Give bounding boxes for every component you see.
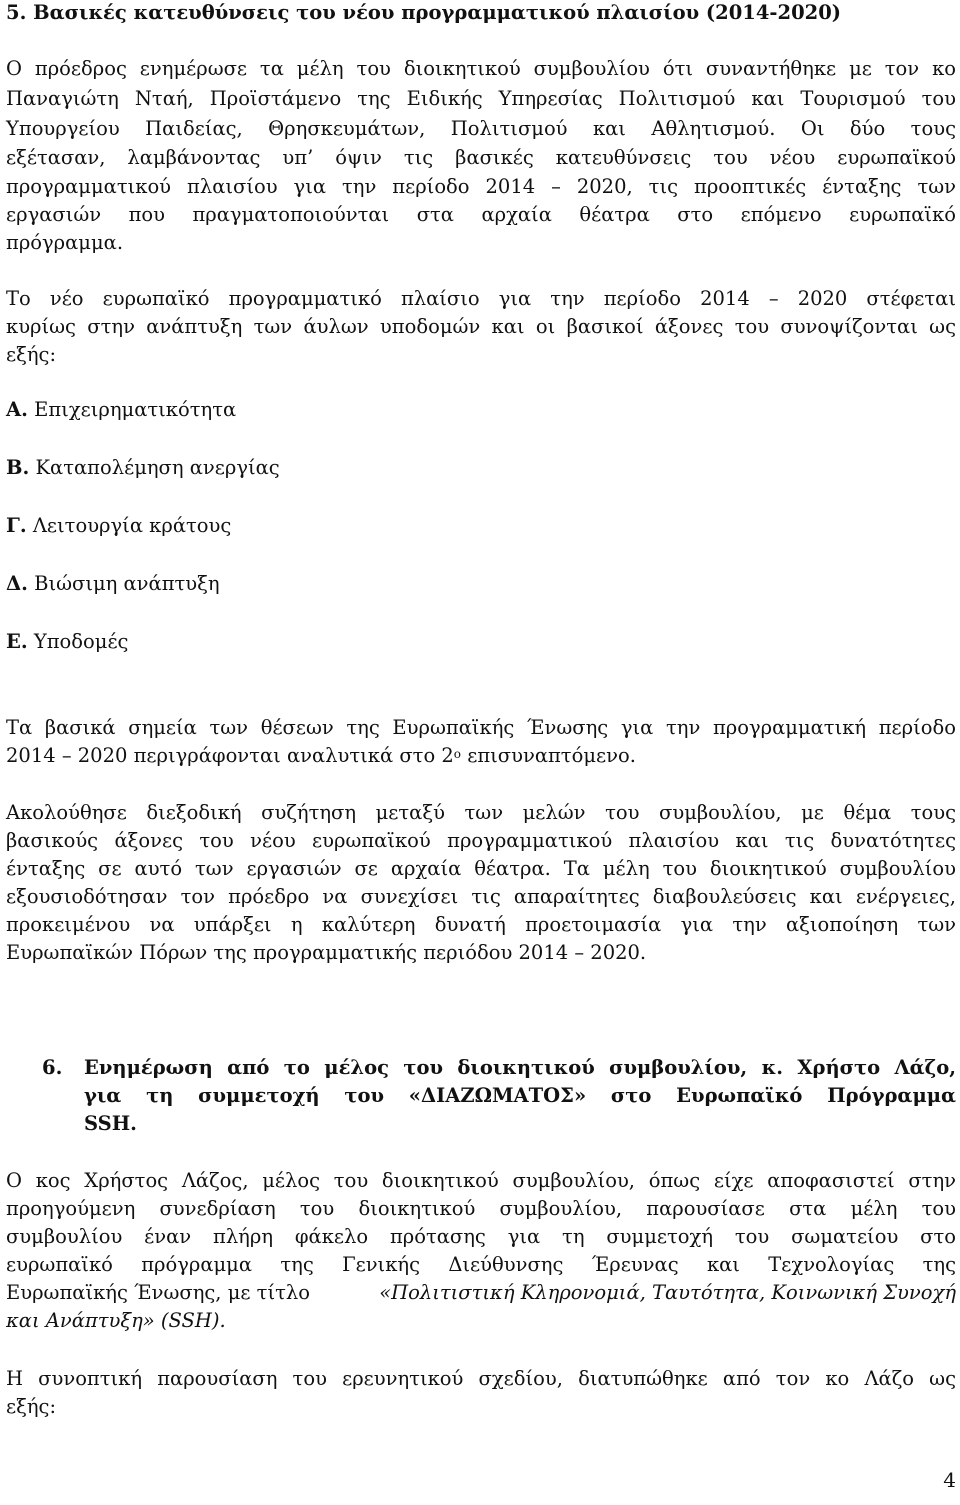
italic-title: «Πολιτιστική Κληρονομιά, Ταυτότητα, Κοινωνική Συνοχή — [379, 1281, 956, 1304]
text-span: 2014 – 2020 περιγράφονται αναλυτικά στο 2 — [6, 744, 454, 767]
section-6-number: 6. — [42, 1056, 63, 1079]
axis-text: Καταπολέμηση ανεργίας — [35, 456, 280, 479]
paragraph-line: Ακολούθησε διεξοδική συζήτηση μεταξύ των μελών του συμβουλίου, με θέμα τους — [6, 801, 956, 824]
section-6-heading-line: για τη συμμετοχή του «ΔΙΑΖΩΜΑΤΟΣ» στο Ευρωπαϊκό Πρόγραμμα — [84, 1084, 956, 1107]
paragraph-line: Ο κος Χρήστος Λάζος, μέλος του διοικητικού συμβουλίου, όπως είχε αποφασιστεί στην — [6, 1169, 956, 1192]
paragraph-line: Ο πρόεδρος ενημέρωσε τα μέλη του διοικητικού συμβουλίου ότι συναντήθηκε με τον κο — [6, 57, 956, 80]
document-page — [6, 0, 956, 1505]
paragraph-line: προγραμματικού πλαισίου για την περίοδο 2014 – 2020, τις προοπτικές ένταξης των — [6, 175, 956, 198]
axis-letter: Α. — [6, 398, 28, 421]
paragraph-line: προηγούμενη συνεδρίαση του διοικητικού συμβουλίου, παρουσίασε στα μέλη του — [6, 1197, 956, 1220]
paragraph-line: βασικούς άξονες του νέου ευρωπαϊκού προγραμματικού πλαισίου και τις δυνατότητες — [6, 829, 956, 852]
paragraph-line: και Ανάπτυξη» (SSH). — [6, 1309, 226, 1332]
paragraph-line: πρόγραμμα. — [6, 231, 124, 254]
axis-letter: Γ. — [6, 514, 27, 537]
axis-letter: Ε. — [6, 630, 28, 653]
paragraph-line: Η συνοπτική παρουσίαση του ερευνητικού σχεδίου, διατυπώθηκε από τον κο Λάζο ως — [6, 1367, 956, 1390]
paragraph-line: Ευρωπαϊκών Πόρων της προγραμματικής περιόδου 2014 – 2020. — [6, 941, 647, 964]
section-5-heading: 5. Βασικές κατευθύνσεις του νέου προγραμματικού πλαισίου (2014-2020) — [6, 1, 842, 24]
paragraph-line: ένταξης σε αυτό των εργασιών σε αρχαία θέατρα. Τα μέλη του διοικητικού συμβουλίου — [6, 857, 956, 880]
axis-item — [6, 629, 128, 655]
axis-letter: Δ. — [6, 572, 28, 595]
page-number: 4 — [943, 1468, 956, 1492]
axis-item — [6, 571, 220, 597]
paragraph-line — [6, 743, 636, 769]
axis-text: Υποδομές — [33, 630, 129, 653]
paragraph-line: εξής: — [6, 343, 57, 366]
axis-text: Βιώσιμη ανάπτυξη — [34, 572, 220, 595]
text-span: επισυναπτόμενο. — [461, 744, 636, 767]
paragraph-line: ευρωπαϊκό πρόγραμμα της Γενικής Διεύθυνσης Έρευνας και Τεχνολογίας της — [6, 1253, 956, 1276]
paragraph-line: εξής: — [6, 1395, 57, 1418]
axis-text: Λειτουργία κράτους — [32, 514, 232, 537]
paragraph-line: συμβουλίου έναν πλήρη φάκελο πρότασης για τη συμμετοχή του σωματείου στο — [6, 1225, 956, 1248]
paragraph-line: Τα βασικά σημεία των θέσεων της Ευρωπαϊκής Ένωσης για την προγραμματική περίοδο — [6, 716, 956, 739]
axis-letter: Β. — [6, 456, 30, 479]
paragraph-line: Παναγιώτη Νταή, Προϊστάμενο της Ειδικής Υπηρεσίας Πολιτισμού και Τουρισμού του — [6, 87, 956, 110]
section-6-heading-line: SSH. — [84, 1112, 137, 1135]
paragraph-line: εξέτασαν, λαμβάνοντας υπ’ όψιν τις βασικές κατευθύνσεις του νέου ευρωπαϊκού — [6, 146, 956, 169]
paragraph-line: προκειμένου να υπάρξει η καλύτερη δυνατή προετοιμασία για την αξιοποίηση των — [6, 913, 956, 936]
section-6-heading-line: Ενημέρωση από το μέλος του διοικητικού συμβουλίου, κ. Χρήστο Λάζο, — [84, 1056, 956, 1079]
axis-item — [6, 513, 231, 539]
paragraph-line: κυρίως στην ανάπτυξη των άυλων υποδομών και οι βασικοί άξονες του συνοψίζονται ως — [6, 315, 956, 338]
text-span: Ευρωπαϊκής Ένωσης, με τίτλο — [6, 1281, 310, 1304]
paragraph-line: Το νέο ευρωπαϊκό προγραμματικό πλαίσιο για την περίοδο 2014 – 2020 στέφεται — [6, 287, 956, 310]
axis-item — [6, 455, 280, 481]
superscript: ο — [453, 747, 462, 761]
paragraph-line: εργασιών που πραγματοποιούνται στα αρχαία θέατρα στο επόμενο ευρωπαϊκό — [6, 203, 956, 226]
paragraph-line — [6, 1280, 956, 1306]
paragraph-line: Υπουργείου Παιδείας, Θρησκευμάτων, Πολιτισμού και Αθλητισμού. Οι δύο τους — [6, 117, 956, 140]
paragraph-line: εξουσιοδότησαν τον πρόεδρο να συνεχίσει τις απαραίτητες διαβουλεύσεις και ενέργειες, — [6, 885, 956, 908]
axis-item — [6, 397, 236, 423]
axis-text: Επιχειρηματικότητα — [34, 398, 237, 421]
